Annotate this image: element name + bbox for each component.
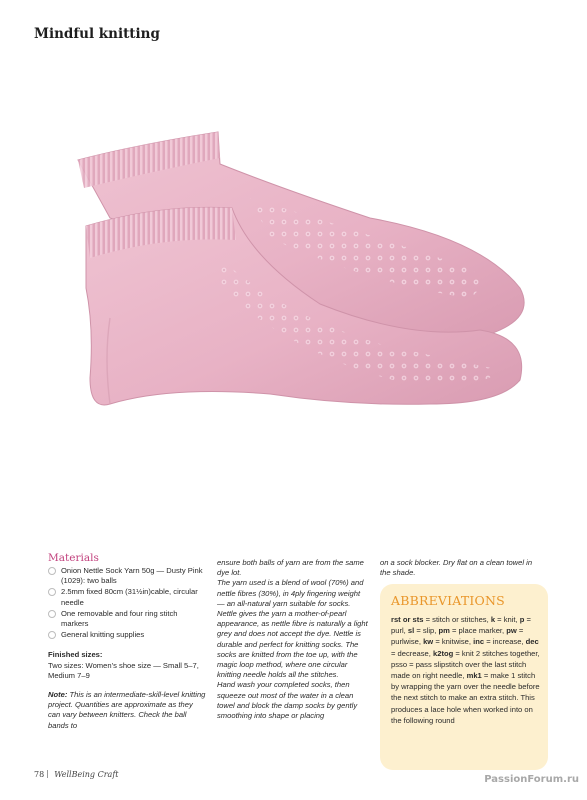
abbr-definition: = stitch or stitches, bbox=[423, 615, 491, 624]
magazine-brand: WellBeing Craft bbox=[54, 770, 119, 779]
abbr-definition: = increase, bbox=[484, 637, 526, 647]
material-text: General knitting supplies bbox=[61, 630, 145, 640]
abbr-term: kw bbox=[423, 637, 434, 647]
abbr-definition: = place marker, bbox=[449, 626, 507, 636]
abbr-term: p bbox=[519, 615, 525, 624]
knitted-socks-image bbox=[50, 108, 560, 488]
yarn-info-column bbox=[217, 558, 369, 721]
abbr-definition: = purlwise, bbox=[391, 626, 524, 647]
checkbox-circle-icon bbox=[48, 631, 56, 639]
abbr-term: pm bbox=[438, 626, 450, 636]
section-title: Mindful knitting bbox=[34, 26, 160, 42]
page-footer bbox=[34, 770, 119, 779]
abbr-term: mk1 bbox=[466, 671, 482, 681]
material-text: 2.5mm fixed 80cm (31½in)cable, circular needle bbox=[61, 587, 198, 607]
watermark: PassionForum.ru bbox=[484, 774, 579, 785]
note-label: Note: bbox=[48, 690, 68, 700]
abbreviations-box bbox=[380, 584, 548, 770]
abbr-definition: = slip, bbox=[414, 626, 439, 636]
body-paragraph: The yarn used is a blend of wool (70%) and nettle fibres (30%), in 4ply fingering weight — an all-natural yarn suitable for socks. Nettle gives the yarn a mother-of-pearl appearance, as nettle fibre is naturally a light grey and does not accept the dye. Nettle is durable and perfect for knitting socks. The socks are knitted from the toe up, with the magic loop method, where one circular knitting needle holds all the stitches. bbox=[217, 578, 368, 680]
finished-sizes-label: Finished sizes: bbox=[48, 650, 103, 660]
abbreviations-heading: ABBREVIATIONS bbox=[391, 593, 505, 608]
checkbox-circle-icon bbox=[48, 567, 56, 575]
body-paragraph: on a sock blocker. Dry flat on a clean towel in the shade. bbox=[380, 558, 533, 578]
checkbox-circle-icon bbox=[48, 588, 56, 596]
materials-list-item bbox=[48, 566, 206, 586]
abbr-definition: = knitwise, bbox=[433, 637, 474, 647]
abbreviations-text bbox=[391, 614, 541, 726]
abbr-term: rst or sts bbox=[391, 615, 424, 624]
abbr-term: pw bbox=[506, 626, 517, 636]
abbr-term: sl bbox=[407, 626, 415, 636]
abbr-term: dec bbox=[525, 637, 539, 647]
note-paragraph bbox=[48, 690, 206, 731]
care-column bbox=[380, 558, 540, 578]
abbr-definition: = decrease, bbox=[391, 648, 434, 658]
body-paragraph: ensure both balls of yarn are from the same dye lot. bbox=[217, 558, 364, 578]
abbr-term: inc bbox=[473, 637, 485, 647]
material-text: Onion Nettle Sock Yarn 50g — Dusty Pink (1029): two balls bbox=[61, 566, 203, 586]
materials-list bbox=[48, 566, 206, 640]
materials-list-item bbox=[48, 630, 206, 640]
materials-column bbox=[48, 552, 206, 731]
abbr-definition: = knit 2 stitches together, psso = pass slipstitch over the last stitch made on right needle, bbox=[391, 648, 540, 681]
finished-sizes-text: Two sizes: Women’s shoe size — Small 5–7, Medium 7–9 bbox=[48, 660, 199, 680]
body-paragraph: Hand wash your completed socks, then squeeze out most of the water in a clean towel and block the damp socks by gently smoothing into shape or placing bbox=[217, 680, 358, 721]
note-text: This is an intermediate-skill-level knitting project. Quantities are approximate as they can vary between knitters. Check the ball bands to bbox=[48, 690, 206, 730]
footer-divider bbox=[47, 770, 48, 778]
page-number: 78 bbox=[34, 770, 45, 779]
abbr-definition: = purl, bbox=[391, 615, 531, 636]
abbr-term: k2tog bbox=[433, 648, 454, 658]
abbr-definition: = knit, bbox=[495, 615, 520, 624]
checkbox-circle-icon bbox=[48, 610, 56, 618]
abbr-definition: = make 1 stitch by wrapping the yarn over the needle before the next stitch to make an extra stitch. This produces a lace hole when worked into on the following round bbox=[391, 671, 540, 725]
material-text: One removable and four ring stitch markers bbox=[61, 608, 178, 629]
materials-heading: Materials bbox=[48, 552, 99, 564]
materials-list-item bbox=[48, 609, 206, 629]
abbr-term: k bbox=[490, 615, 496, 624]
materials-list-item bbox=[48, 587, 206, 607]
